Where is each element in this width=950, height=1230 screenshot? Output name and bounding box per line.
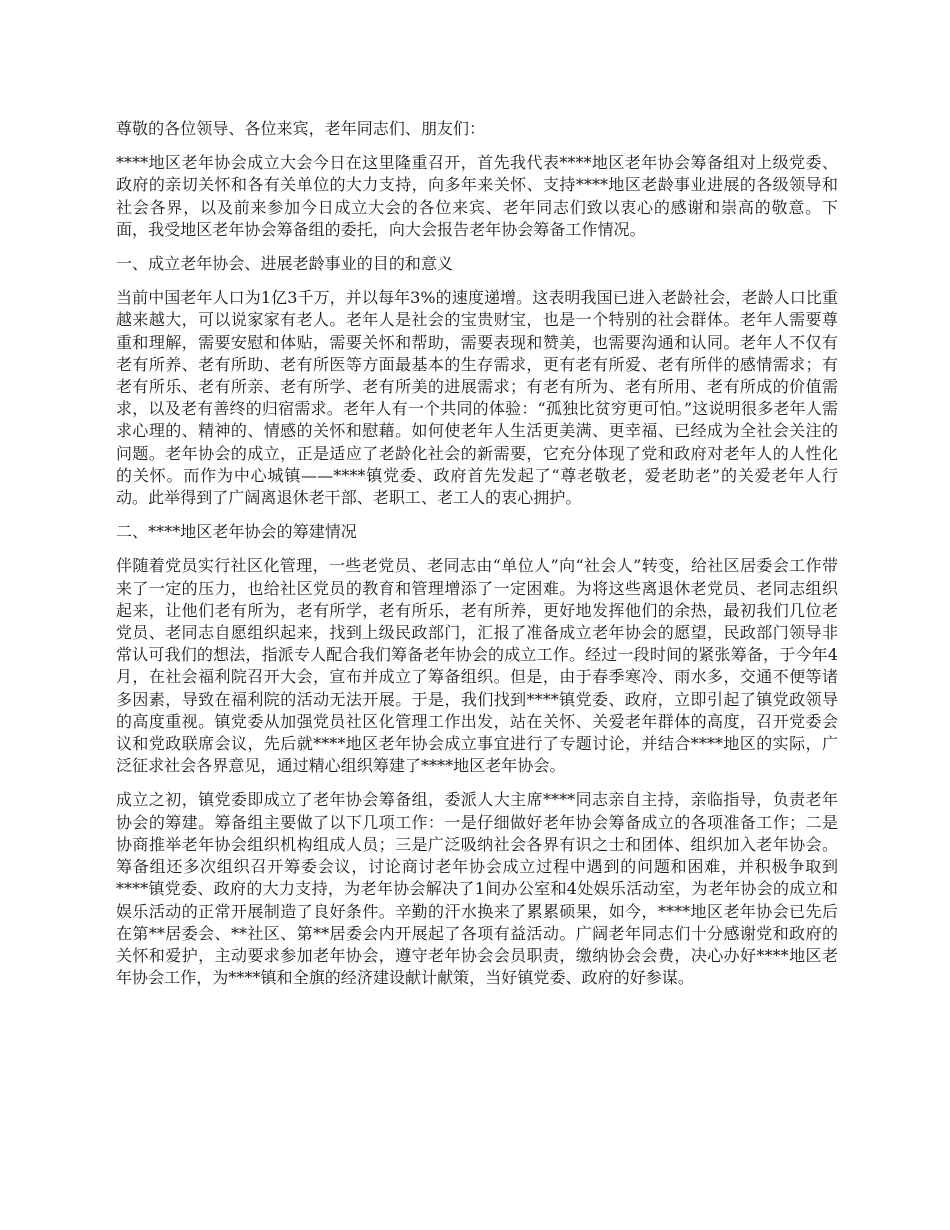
opening-paragraph: ****地区老年协会成立大会今日在这里隆重召开，首先我代表****地区老年协会筹备组对上级党委、政府的亲切关怀和各有关单位的大力支持，向多年来关怀、支持****地区老龄事业进展的各级领导和社会各界，以及前来参加今日成立大会的各位来宾、老年同志们致以衷心的感谢和崇高的敬意。下面，我受地区老年协会筹备组的委托，向大会报告老年协会筹备工作情况。 bbox=[116, 153, 838, 239]
body-paragraph-1: 当前中国老年人口为1亿3千万，并以每年3%的速度递增。这表明我国已进入老龄社会，老龄人口比重越来越大，可以说家家有老人。老年人是社会的宝贵财宝，也是一个特别的社会群体。老年人需要尊重和理解，需要安慰和体贴，需要关怀和帮助，需要表现和赞美，也需要沟通和认同。老年人不仅有老有所养、老有所助、老有所医等方面最基本的生存需求，更有老有所爱、老有所伴的感情需求；有老有所乐、老有所亲、老有所学、老有所美的进展需求；有老有所为、老有所用、老有所成的价值需求，以及老有善终的归宿需求。老年人有一个共同的体验：“孤独比贫穷更可怕。”这说明很多老年人需求心理的、精神的、情感的关怀和慰藉。如何使老年人生活更美满、更幸福、已经成为全社会关注的问题。老年协会的成立，正是适应了老龄化社会的新需要，它充分体现了党和政府对老年人的人性化的关怀。而作为中心城镇——****镇党委、政府首先发起了“尊老敬老，爱老助老”的关爱老年人行动。此举得到了广阔离退休老干部、老职工、老工人的衷心拥护。 bbox=[116, 288, 838, 508]
salutation-paragraph: 尊敬的各位领导、各位来宾，老年同志们、朋友们： bbox=[116, 119, 486, 138]
section-heading-2: 二、****地区老年协会的筹建情况 bbox=[116, 522, 357, 542]
document-page bbox=[116, 118, 838, 1001]
body-paragraph-2: 伴随着党员实行社区化管理，一些老党员、老同志由“单位人”向“社会人”转变，给社区居委会工作带来了一定的压力，也给社区党员的教育和管理增添了一定困难。为将这些离退休老党员、老同志组织起来，让他们老有所为，老有所学，老有所乐，老有所养，更好地发挥他们的余热，最初我们几位老党员、老同志自愿组织起来，找到上级民政部门，汇报了准备成立老年协会的愿望，民政部门领导非常认可我们的想法，指派专人配合我们筹备老年协会的成立工作。经过一段时间的紧张筹备，于今年4月，在社会福利院召开大会，宣布并成立了筹备组织。但是，由于春季寒冷、雨水多，交通不便等诸多因素，导致在福利院的活动无法开展。于是，我们找到****镇党委、政府，立即引起了镇党政领导的高度重视。镇党委从加强党员社区化管理工作出发，站在关怀、关爱老年群体的高度，召开党委会议和党政联席会议，先后就****地区老年协会成立事宜进行了专题讨论，并结合****地区的实际，广泛征求社会各界意见，通过精心组织筹建了****地区老年协会。 bbox=[116, 556, 838, 776]
body-paragraph-3: 成立之初，镇党委即成立了老年协会筹备组，委派人大主席****同志亲自主持，亲临指导，负责老年协会的筹建。筹备组主要做了以下几项工作：一是仔细做好老年协会筹备成立的各项准备工作；二是协商推举老年协会组织机构组成人员；三是广泛吸纳社会各界有识之士和团体、组织加入老年协会。筹备组还多次组织召开筹委会议，讨论商讨老年协会成立过程中遇到的问题和困难，并积极争取到****镇党委、政府的大力支持，为老年协会解决了1间办公室和4处娱乐活动室，为老年协会的成立和娱乐活动的正常开展制造了良好条件。辛勤的汗水换来了累累硕果，如今，****地区老年协会已先后在第**居委会、**社区、第**居委会内开展起了各项有益活动。广阔老年同志们十分感谢党和政府的关怀和爱护，主动要求参加老年协会，遵守老年协会会员职责，缴纳协会会费，决心办好****地区老年协会工作，为****镇和全旗的经济建设献计献策，当好镇党委、政府的好参谋。 bbox=[116, 790, 838, 988]
section-heading-1: 一、成立老年协会、进展老龄事业的目的和意义 bbox=[116, 254, 454, 274]
